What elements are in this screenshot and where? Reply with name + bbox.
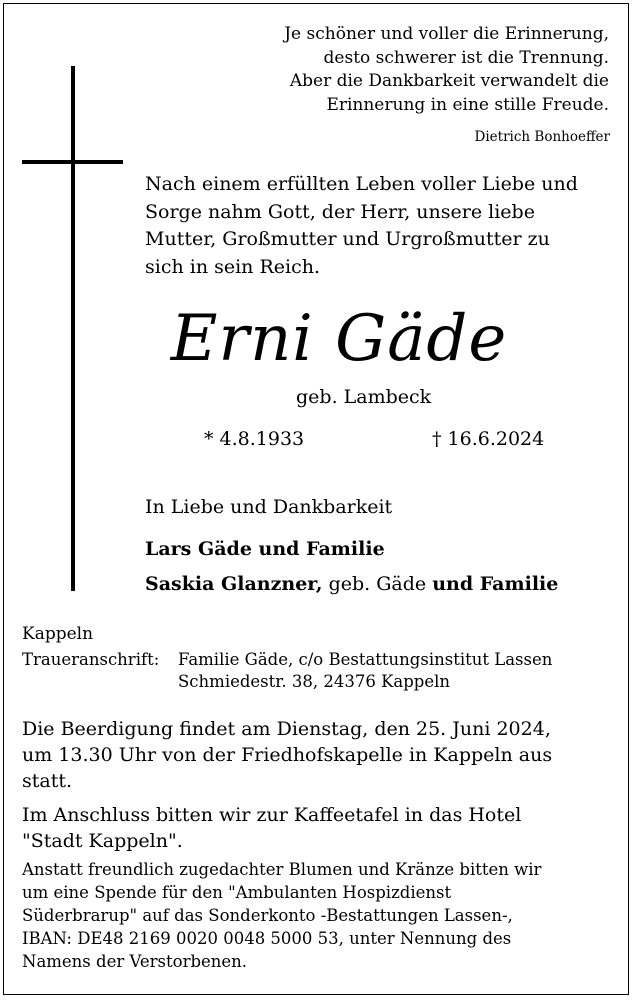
quote-line: Je schöner und voller die Erinnerung,	[284, 24, 609, 44]
mourner-family-2	[145, 573, 558, 595]
mourner-2-name: Saskia Glanzner,	[145, 573, 323, 595]
coffee-info	[22, 802, 612, 854]
quote-line: desto schwerer ist die Trennung.	[323, 47, 609, 68]
intro-line: Mutter, Großmutter und Urgroßmutter zu	[145, 228, 550, 250]
intro-line: sich in sein Reich.	[145, 255, 320, 278]
donation-line: Süderbrarup" auf das Sonderkonto -Bestattungen Lassen-,	[22, 906, 513, 925]
donation-info	[22, 858, 612, 973]
mourner-2-birthname: geb. Gäde	[328, 573, 427, 595]
funeral-line: statt.	[22, 770, 73, 792]
birth-name: geb. Lambeck	[296, 386, 432, 408]
cross-icon-bar	[22, 160, 123, 164]
death-date: † 16.6.2024	[432, 428, 545, 450]
address-line-2: Schmiedestr. 38, 24376 Kappeln	[178, 672, 451, 691]
donation-line: Namens der Verstorbenen.	[22, 952, 248, 971]
mourner-2-suffix: und Familie	[432, 573, 559, 595]
bonhoeffer-quote	[189, 23, 609, 117]
town: Kappeln	[22, 624, 94, 644]
mourners-intro: In Liebe und Dankbarkeit	[145, 496, 393, 518]
intro-line: Sorge nahm Gott, der Herr, unsere liebe	[145, 200, 535, 223]
intro-text	[145, 171, 615, 281]
donation-line: um eine Spende für den "Ambulanten Hospizdienst	[22, 883, 452, 902]
quote-author: Dietrich Bonhoeffer	[474, 129, 610, 145]
funeral-info	[22, 716, 612, 794]
mourner-family-1: Lars Gäde und Familie	[145, 538, 385, 560]
funeral-line: Die Beerdigung findet am Dienstag, den 25. Juni 2024,	[22, 718, 551, 740]
funeral-line: um 13.30 Uhr von der Friedhofskapelle in Kappeln aus	[22, 744, 553, 766]
coffee-line: "Stadt Kappeln".	[22, 830, 183, 852]
quote-line: Erinnerung in eine stille Freude.	[326, 94, 609, 115]
birth-date: * 4.8.1933	[204, 428, 305, 450]
address-line-1: Familie Gäde, c/o Bestattungsinstitut Lassen	[178, 650, 553, 669]
donation-line: Anstatt freundlich zugedachter Blumen und Kränze bitten wir	[22, 860, 542, 879]
address-label: Traueranschrift:	[22, 650, 160, 669]
coffee-line: Im Anschluss bitten wir zur Kaffeetafel in das Hotel	[22, 804, 522, 826]
quote-line: Aber die Dankbarkeit verwandelt die	[289, 71, 609, 91]
deceased-name: Erni Gäde	[170, 302, 508, 376]
intro-line: Nach einem erfüllten Leben voller Liebe und	[145, 173, 578, 195]
donation-line: IBAN: DE48 2169 0020 0048 5000 53, unter Nennung des	[22, 929, 512, 948]
